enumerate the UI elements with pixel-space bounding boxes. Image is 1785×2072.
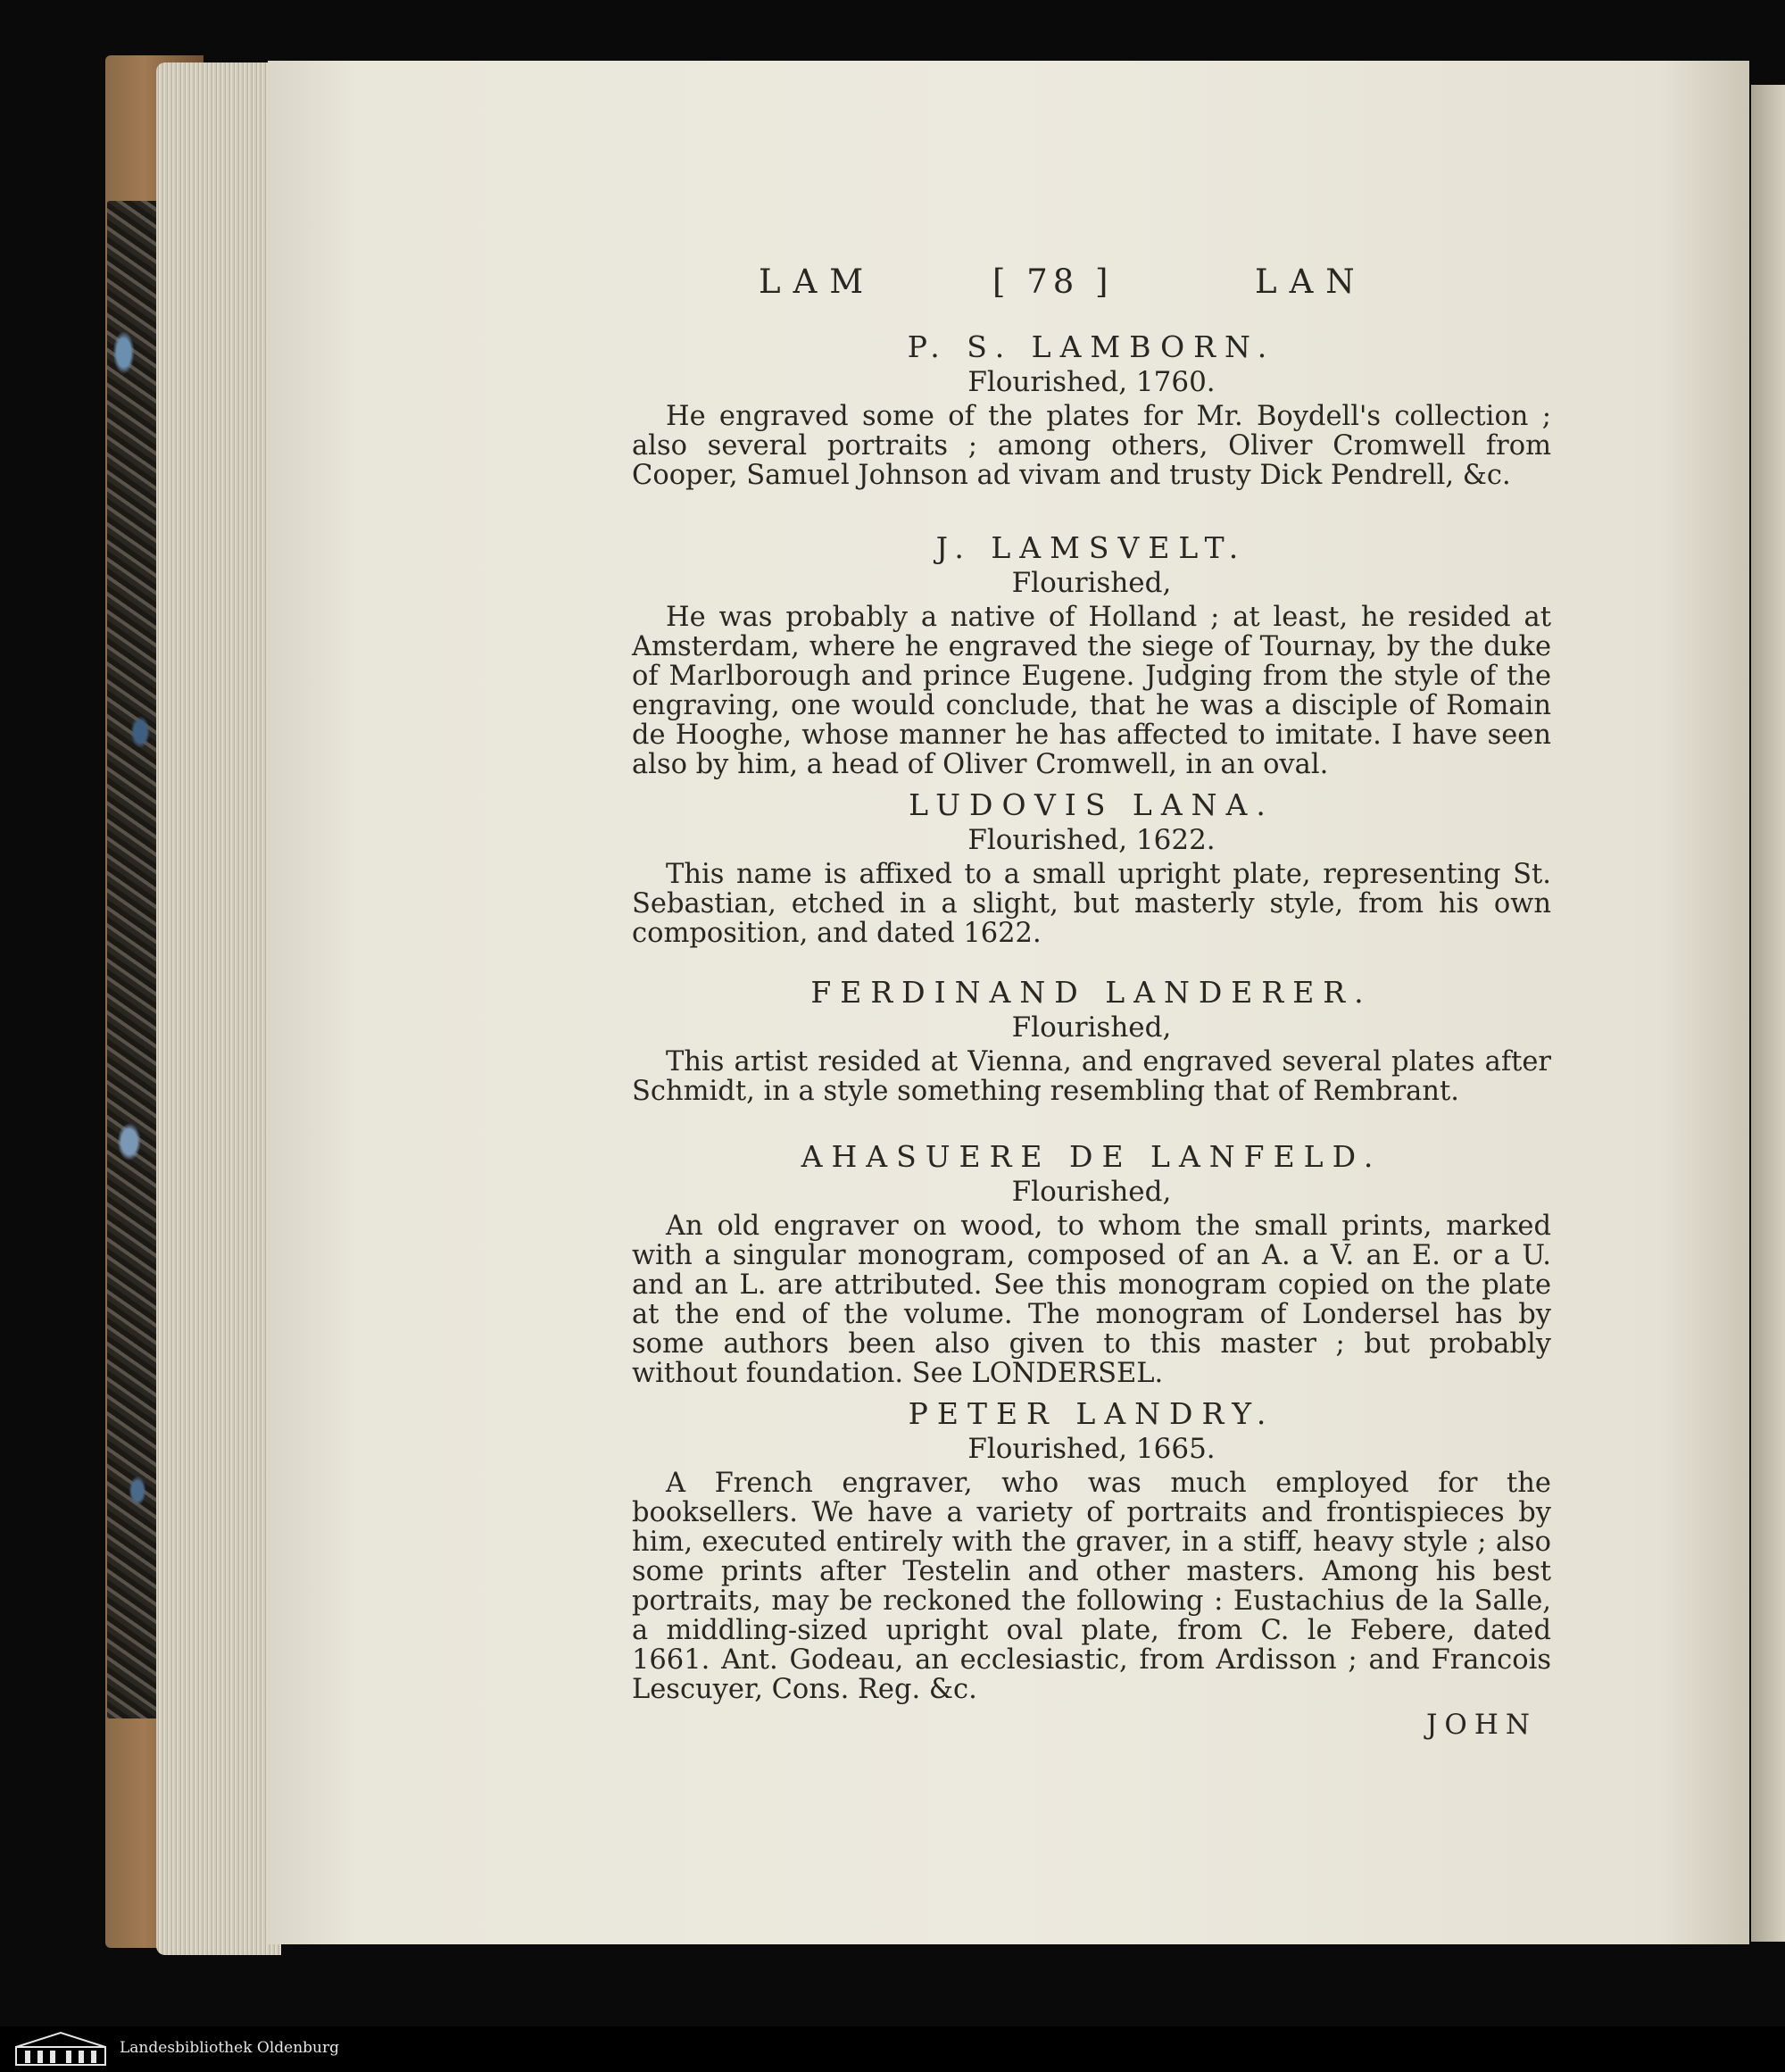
entry-lanfeld bbox=[632, 1140, 1551, 1388]
running-head-right: LAN bbox=[1255, 262, 1367, 301]
entry-name: FERDINAND LANDERER. bbox=[810, 975, 1373, 1010]
entry-text: This name is affixed to a small upright plate, representing St. Sebastian, etched in a slight, but masterly style, from his own composition, and dated 1622. bbox=[632, 859, 1551, 949]
facing-page-edge bbox=[1751, 85, 1785, 1942]
entry-flourished: Flourished, 1665. bbox=[967, 1433, 1216, 1465]
page-edges bbox=[156, 62, 281, 1955]
entry-landry bbox=[632, 1397, 1551, 1704]
entry-text: A French engraver, who was much employed for the booksellers. We have a variety of portraits and frontispieces by him, executed entirely with the graver, in a stiff, heavy style ; also some prints after Testelin and other masters. Among his best portraits, may be reckoned the following : Eustachius de la Salle, a middling-sized upright oval plate, from C. le Febere, dated 1661. Ant. Godeau, an ecclesiastic, from Ardisson ; and Francois Lescuyer, Cons. Reg. &c. bbox=[632, 1468, 1551, 1705]
entry-lana bbox=[632, 788, 1551, 948]
entry-lamsvelt bbox=[632, 531, 1551, 779]
entry-name: P. S. LAMBORN. bbox=[907, 329, 1276, 364]
entry-text: He engraved some of the plates for Mr. Boydell's collection ; also several portraits ; among others, Oliver Cromwell from Cooper, Samuel Johnson ad vivam and trusty Dick Pendrell, &c. bbox=[632, 401, 1551, 491]
page-number: [ 78 ] bbox=[992, 262, 1114, 301]
library-building-icon bbox=[14, 2031, 107, 2067]
entry-name: PETER LANDRY. bbox=[908, 1396, 1275, 1431]
entry-landerer bbox=[632, 976, 1551, 1106]
library-name: Landesbibliothek Oldenburg bbox=[120, 2039, 340, 2057]
entry-name: AHASUERE DE LANFELD. bbox=[801, 1139, 1382, 1174]
entry-text: He was probably a native of Holland ; at least, he resided at Amsterdam, where he engraved the siege of Tournay, by the duke of Marlborough and prince Eugene. Judging from the style of the engraving, one would conclude, that he was a disciple of Romain de Hooghe, whose manner he has affected to imitate. I have seen also by him, a head of Oliver Cromwell, in an oval. bbox=[632, 602, 1551, 780]
entry-flourished: Flourished, 1622. bbox=[967, 824, 1216, 856]
entry-lamborn bbox=[632, 330, 1551, 490]
catchword: JOHN bbox=[1426, 1709, 1538, 1741]
running-head bbox=[759, 262, 1401, 302]
entry-text: An old engraver on wood, to whom the small prints, marked with a singular monogram, composed of an A. a V. an E. or a U. and an L. are attributed. See this monogram copied on the plate at the end of the volume. The monogram of Londersel has by some authors been also given to this master ; but probably without foundation. See LONDERSEL. bbox=[632, 1211, 1551, 1389]
entry-text: This artist resided at Vienna, and engraved several plates after Schmidt, in a style something resembling that of Rembrant. bbox=[632, 1046, 1551, 1107]
entry-flourished: Flourished, bbox=[1011, 1011, 1172, 1044]
entry-name: J. LAMSVELT. bbox=[935, 530, 1248, 565]
marbled-endpaper bbox=[107, 201, 162, 1718]
entry-flourished: Flourished, 1760. bbox=[967, 366, 1216, 398]
entry-flourished: Flourished, bbox=[1011, 567, 1172, 599]
running-head-left: LAM bbox=[759, 262, 876, 301]
entry-name: LUDOVIS LANA. bbox=[909, 787, 1274, 822]
entry-flourished: Flourished, bbox=[1011, 1176, 1172, 1208]
